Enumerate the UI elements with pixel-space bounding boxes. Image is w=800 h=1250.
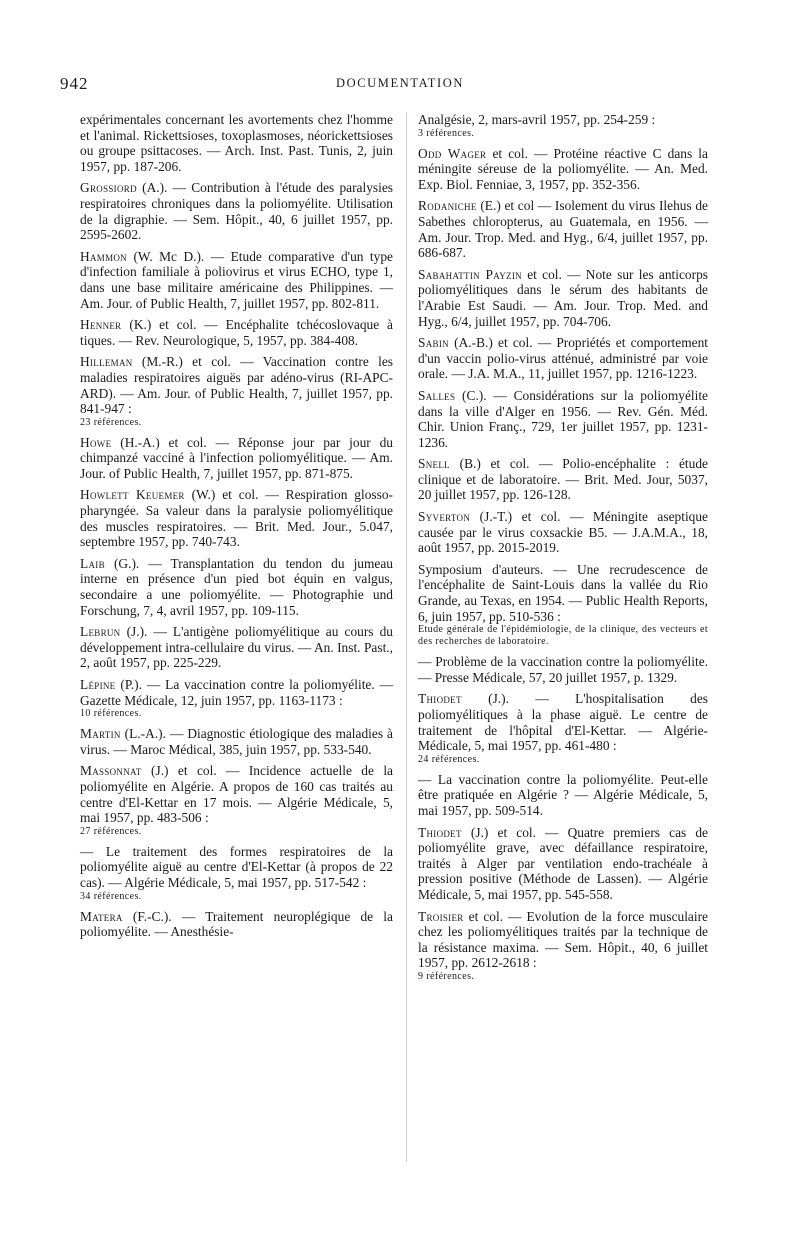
entry-text: — Problème de la vaccination contre la poliomyélite. — Presse Médicale, 57, 20 juillet 1957, p. 1329. — [418, 654, 708, 685]
entry-note: 10 références. — [80, 708, 142, 720]
bibliography-entry — [80, 249, 393, 311]
bibliography-entry — [418, 654, 708, 685]
entry-author: Matera — [80, 908, 123, 924]
entry-author: Snell — [418, 456, 450, 472]
column-divider — [406, 112, 407, 1162]
entry-text: (J.). — L'hospitalisation des poliomyélitiques à la phase aiguë. Le centre de traitement de l'hôpital d'El-Kettar. — Algérie-Médicale, 5, mai 1957, pp. 461-480 : — [418, 691, 708, 754]
entry-text: expérimentales concernant les avortements chez l'homme et l'animal. Rickettsioses, toxoplasmoses, néorickettsioses ou groupe psittacoses. — Arch. Inst. Past. Tunis, 2, juin 1957, pp. 187-206. — [80, 112, 393, 174]
bibliography-entry — [418, 562, 708, 648]
entry-author: Thiodet — [418, 824, 462, 840]
bibliography-entry — [418, 146, 708, 193]
bibliography-entry — [80, 909, 393, 940]
bibliography-entry — [418, 267, 708, 329]
entry-text: et col. — Note sur les anticorps poliomyélitiques dans le sérum des habitants de l'Arabie Est Saudi. — Am. Jour. Trop. Med. and Hyg., 6/4, juillet 1957, pp. 704-706. — [418, 266, 708, 329]
entry-note: Etude générale de l'épidémiologie, de la clinique, des vecteurs et des recherches de laboratoire. — [418, 624, 708, 648]
entry-text: (J.). — L'antigène poliomyélitique au cours du développement intra-cellulaire du virus. — An. Inst. Past., 2, août 1957, pp. 225-229. — [80, 624, 393, 671]
bibliography-entry — [418, 388, 708, 450]
entry-text: (G.). — Transplantation du tendon du jumeau interne en présence d'un pied bot équin en valgus, secondaire a une poliomyélite. — Photographie und Forschung, 7, 4, avril 1957, pp. 109-115. — [80, 555, 393, 618]
bibliography-entry — [418, 825, 708, 903]
running-head: DOCUMENTATION — [335, 76, 465, 90]
entry-author: Salles — [418, 387, 456, 403]
entry-author: Howlett Keuemer — [80, 487, 185, 503]
entry-author: Hammon — [80, 248, 127, 264]
bibliography-entry — [418, 772, 708, 819]
bibliography-entry — [80, 677, 393, 720]
bibliography-entry — [80, 624, 393, 671]
entry-author: Thiodet — [418, 691, 462, 707]
entry-author: Troisier — [418, 908, 464, 924]
entry-text: — Le traitement des formes respiratoires de la poliomyélite aiguë au centre d'El-Kettar (à propos de 22 cas). — Algérie Médicale, 5, mai 1957, pp. 517-542 : — [80, 843, 393, 890]
entry-note: 27 références. — [80, 825, 142, 837]
bibliography-entry — [418, 335, 708, 382]
bibliography-entry — [418, 198, 708, 260]
entry-text: (E.) et col — Isolement du virus Ilehus de Sabethes chloropterus, au Guatemala, en 1956. — Am. Jour. Trop. Med. and Hyg., 6/4, juillet 1957, pp. 686-687. — [418, 198, 708, 261]
entry-text: (C.). — Considérations sur la poliomyélite dans la ville d'Alger en 1956. — Rev. Gén. Méd. Chir. Union Franç., 729, 1er juillet 1957, pp. 1231-1236. — [418, 387, 708, 450]
bibliography-entry — [80, 726, 393, 757]
left-column — [80, 112, 393, 946]
bibliography-entry — [418, 456, 708, 503]
entry-note: 34 références. — [80, 890, 142, 902]
entry-author: Grossiord — [80, 180, 137, 196]
entry-text: (H.-A.) et col. — Réponse jour par jour du chimpanzé vacciné à l'infection poliomyélitique. — Am. Jour. of Public Health, 7, juillet 1957, pp. 871-875. — [80, 434, 393, 481]
bibliography-entry — [418, 509, 708, 556]
entry-text: (M.-R.) et col. — Vaccination contre les maladies respiratoires aiguës par adéno-virus (RI-APC-ARD). — Am. Jour. of Public Health, 7, juillet 1957, pp. 841-947 : — [80, 354, 393, 417]
bibliography-entry — [80, 112, 393, 174]
entry-author: Sabin — [418, 335, 449, 351]
right-column — [418, 112, 708, 989]
bibliography-entry — [80, 354, 393, 428]
entry-author: Massonnat — [80, 763, 142, 779]
entry-text: et col. — Protéine réactive C dans la méningite séreuse de la poliomyélite. — An. Med. Exp. Biol. Fenniae, 3, 1957, pp. 352-356. — [418, 145, 708, 192]
entry-text: (K.) et col. — Encéphalite tchécoslovaque à tiques. — Rev. Neurologique, 5, 1957, pp. 384-408. — [80, 317, 394, 348]
entry-author: Martin — [80, 726, 121, 742]
entry-author: Henner — [80, 317, 122, 333]
entry-author: Sabahattin Payzin — [418, 266, 522, 282]
entry-text: (J.-T.) et col. — Méningite aseptique causée par le virus coxsackie B5. — J.A.M.A., 18, août 1957, pp. 2015-2019. — [418, 509, 709, 556]
bibliography-entry — [80, 180, 393, 242]
entry-author: Howe — [80, 434, 112, 450]
page-header — [0, 74, 800, 94]
entry-text: (B.) et col. — Polio-encéphalite : étude clinique et de laboratoire. — Brit. Med. Jour, 5037, 20 juillet 1957, pp. 126-128. — [418, 456, 708, 503]
bibliography-entry — [80, 317, 393, 348]
bibliography-entry — [418, 909, 708, 983]
entry-text: — La vaccination contre la poliomyélite. Peut-elle être pratiquée en Algérie ? — Algérie Médicale, 5, mai 1957, pp. 509-514. — [418, 771, 708, 818]
entry-text: (P.). — La vaccination contre la poliomyélite. — Gazette Médicale, 12, juin 1957, pp. 1163-1173 : — [80, 677, 393, 708]
entry-text: (F.-C.). — Traitement neuroplégique de la poliomyélite. — Anesthésie- — [80, 908, 393, 940]
entry-author: Lépine — [80, 677, 116, 692]
entry-text: et col. — Evolution de la force musculaire chez les poliomyélitiques traités par la technique de la résistance maxima. — Sem. Hôpit., 40, 6 juillet 1957, pp. 2612-2618 : — [418, 908, 709, 971]
entry-text: (W.) et col. — Respiration glosso-pharyngée. Sa valeur dans la paralysie poliomyélitique des muscles respiratoires. — Brit. Med. Jour., 5.047, septembre 1957, pp. 740-743. — [80, 487, 393, 550]
entry-note: 9 références. — [418, 970, 475, 982]
bibliography-entry — [80, 844, 393, 903]
entry-text: (A.-B.) et col. — Propriétés et comportement d'un vaccin polio-virus atténué, administré par voie orale. — J.A. M.A., 11, juillet 1957, pp. 1216-1223. — [418, 335, 708, 382]
entry-note: 24 références. — [418, 753, 480, 765]
bibliography-entry — [418, 691, 708, 765]
entry-author: Odd Wager — [418, 145, 487, 161]
entry-author: Rodaniche — [418, 198, 477, 214]
entry-note: 3 références. — [418, 127, 475, 139]
entry-text: (W. Mc D.). — Etude comparative d'un type d'infection familiale à poliovirus et virus ECHO, type 1, dans une base militaire américaine des Philippines. — Am. Jour. of Public Health, 7, juillet 1957, pp. 802-811. — [80, 248, 393, 311]
entry-author: Hilleman — [80, 354, 133, 370]
bibliography-entry — [80, 556, 393, 618]
bibliography-entry — [80, 435, 393, 482]
page-number: 942 — [60, 74, 89, 93]
entry-author: Laib — [80, 555, 105, 571]
bibliography-entry — [80, 763, 393, 837]
bibliography-entry — [80, 487, 393, 549]
entry-text: (A.). — Contribution à l'étude des paralysies respiratoires chroniques dans la poliomyélite. Utilisation de la digraphie. — Sem. Hôpit., 40, 6 juillet 1957, pp. 2595-2602. — [80, 180, 393, 243]
entry-text: Analgésie, 2, mars-avril 1957, pp. 254-259 : — [418, 112, 656, 127]
entry-text: (J.) et col. — Incidence actuelle de la poliomyélite en Algérie. A propos de 160 cas traités au centre d'El-Kettar en 17 mois. — Algérie Médicale, 5, mai 1957, pp. 483-506 : — [80, 763, 393, 826]
entry-author: Syverton — [418, 509, 471, 525]
bibliography-entry — [418, 112, 708, 140]
entry-text: Symposium d'auteurs. — Une recrudescence de l'encéphalite de Saint-Louis dans la vallée du Rio Grande, au Texas, en 1954. — Public Health Reports, 6, juin 1957, pp. 510-536 : — [418, 561, 708, 624]
entry-note: 23 références. — [80, 416, 142, 428]
entry-text: (L.-A.). — Diagnostic étiologique des maladies à virus. — Maroc Médical, 385, juin 1957, pp. 533-540. — [80, 726, 393, 757]
entry-text: (J.) et col. — Quatre premiers cas de poliomyélite grave, avec défaillance respiratoire, traités à Alger par ventilation endo-trachéale à pression positive (Méthode de Lassen). — Algérie Médicale, 5, mai 1957, pp. 545-558. — [418, 824, 708, 902]
entry-author: Lebrun — [80, 624, 121, 640]
